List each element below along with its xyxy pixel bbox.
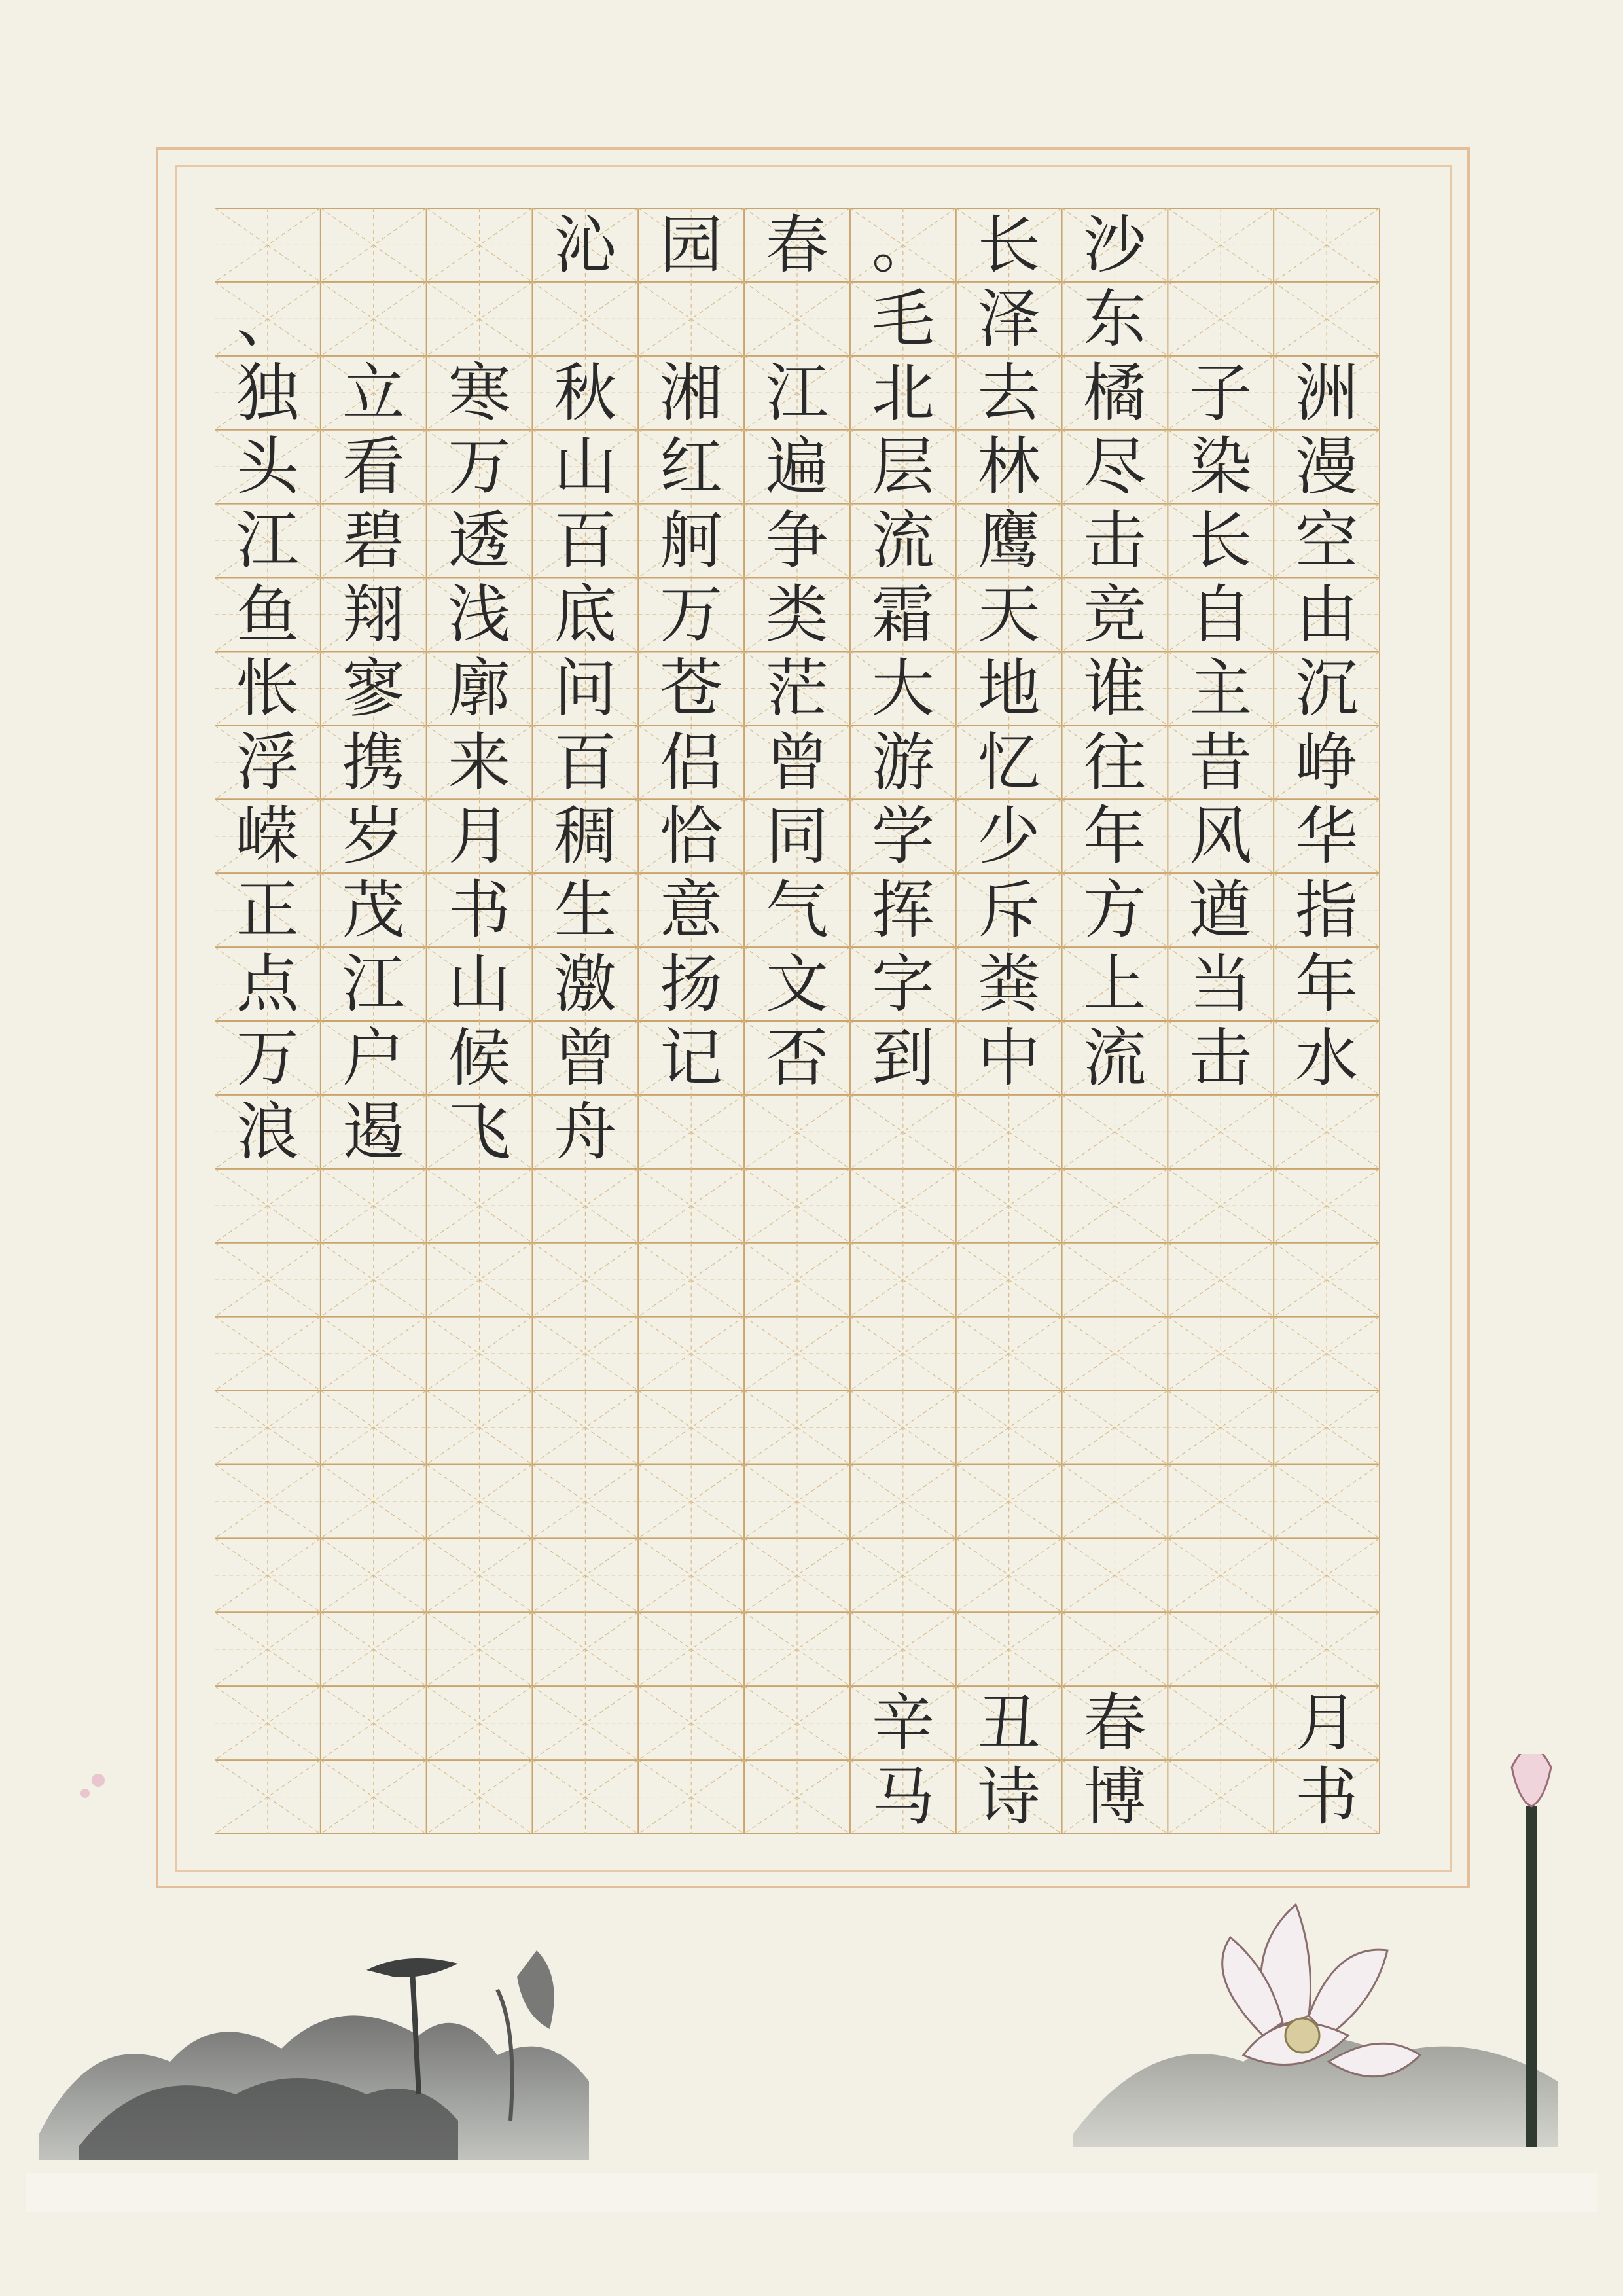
calligraphy-character: 流 — [871, 504, 935, 578]
calligraphy-character: 寒 — [448, 356, 511, 430]
calligraphy-character: 问 — [554, 651, 617, 725]
calligraphy-character: 园 — [660, 208, 723, 282]
calligraphy-character: 万 — [660, 578, 723, 651]
calligraphy-character: 昔 — [1189, 725, 1253, 799]
calligraphy-character: 意 — [660, 873, 723, 947]
calligraphy-character: 大 — [871, 651, 935, 725]
calligraphy-character: 击 — [1189, 1021, 1253, 1095]
calligraphy-character: 去 — [977, 356, 1041, 430]
calligraphy-character: 泽 — [977, 282, 1041, 356]
calligraphy-character: 浪 — [236, 1095, 299, 1169]
calligraphy-character: 廓 — [448, 651, 511, 725]
calligraphy-character: 月 — [448, 799, 511, 873]
calligraphy-character: 子 — [1189, 356, 1253, 430]
calligraphy-character: 争 — [766, 504, 829, 578]
calligraphy-character: 茂 — [342, 873, 405, 947]
calligraphy-character: 层 — [871, 430, 935, 504]
calligraphy-character: 方 — [1083, 873, 1147, 947]
calligraphy-character: 毛 — [871, 282, 935, 356]
calligraphy-character: 舟 — [554, 1095, 617, 1169]
ink-lotus-painting — [0, 1754, 1623, 2160]
calligraphy-character: 流 — [1083, 1021, 1147, 1095]
calligraphy-character: 谁 — [1083, 651, 1147, 725]
calligraphy-character: 到 — [871, 1021, 935, 1095]
calligraphy-character: 飞 — [448, 1095, 511, 1169]
calligraphy-character: 长 — [977, 208, 1041, 282]
calligraphy-character: 沉 — [1295, 651, 1359, 725]
calligraphy-character: 点 — [236, 947, 299, 1021]
calligraphy-character: 字 — [871, 947, 935, 1021]
calligraphy-character: 鱼 — [236, 578, 299, 651]
calligraphy-character: 橘 — [1083, 356, 1147, 430]
calligraphy-character: 透 — [448, 504, 511, 578]
calligraphy-character: 浅 — [448, 578, 511, 651]
calligraphy-character: 恰 — [660, 799, 723, 873]
calligraphy-character: 林 — [977, 430, 1041, 504]
calligraphy-character: 洲 — [1295, 356, 1359, 430]
calligraphy-character: 游 — [871, 725, 935, 799]
calligraphy-character: 江 — [766, 356, 829, 430]
calligraphy-character: 月 — [1295, 1686, 1359, 1760]
calligraphy-character: 书 — [1295, 1760, 1359, 1834]
calligraphy-character: 稠 — [554, 799, 617, 873]
calligraphy-character: 空 — [1295, 504, 1359, 578]
calligraphy-character: 红 — [660, 430, 723, 504]
calligraphy-character: 春 — [1083, 1686, 1147, 1760]
calligraphy-character: 百 — [554, 725, 617, 799]
calligraphy-character: 地 — [977, 651, 1041, 725]
calligraphy-character: 峥 — [1295, 725, 1359, 799]
calligraphy-character: 东 — [1083, 282, 1147, 356]
calligraphy-character: 嵘 — [236, 799, 299, 873]
calligraphy-character: 生 — [554, 873, 617, 947]
calligraphy-character: 、 — [236, 282, 299, 356]
calligraphy-character: 忆 — [977, 725, 1041, 799]
calligraphy-character: 诗 — [977, 1760, 1041, 1834]
calligraphy-character: 底 — [554, 578, 617, 651]
calligraphy-character: 天 — [977, 578, 1041, 651]
calligraphy-character: 学 — [871, 799, 935, 873]
calligraphy-grid — [215, 208, 1380, 1834]
calligraphy-character: 携 — [342, 725, 405, 799]
calligraphy-character: 曾 — [766, 725, 829, 799]
calligraphy-character: 辛 — [871, 1686, 935, 1760]
calligraphy-character: 山 — [554, 430, 617, 504]
calligraphy-character: 户 — [342, 1021, 405, 1095]
calligraphy-character: 翔 — [342, 578, 405, 651]
calligraphy-character: 来 — [448, 725, 511, 799]
calligraphy-character: 粪 — [977, 947, 1041, 1021]
calligraphy-character: 寥 — [342, 651, 405, 725]
calligraphy-character: 少 — [977, 799, 1041, 873]
calligraphy-character: 当 — [1189, 947, 1253, 1021]
calligraphy-character: 年 — [1295, 947, 1359, 1021]
calligraphy-character: 由 — [1295, 578, 1359, 651]
calligraphy-character: 遍 — [766, 430, 829, 504]
bottom-margin — [26, 2173, 1597, 2212]
calligraphy-character: 上 — [1083, 947, 1147, 1021]
calligraphy-character: 万 — [448, 430, 511, 504]
calligraphy-character: 华 — [1295, 799, 1359, 873]
calligraphy-character: 马 — [871, 1760, 935, 1834]
calligraphy-character: 。 — [871, 208, 935, 282]
calligraphy-character: 正 — [236, 873, 299, 947]
calligraphy-character: 激 — [554, 947, 617, 1021]
calligraphy-character: 茫 — [766, 651, 829, 725]
calligraphy-character: 秋 — [554, 356, 617, 430]
calligraphy-character: 遏 — [342, 1095, 405, 1169]
calligraphy-character: 春 — [766, 208, 829, 282]
calligraphy-character: 江 — [342, 947, 405, 1021]
calligraphy-character: 立 — [342, 356, 405, 430]
calligraphy-character: 头 — [236, 430, 299, 504]
calligraphy-character: 类 — [766, 578, 829, 651]
calligraphy-character: 挥 — [871, 873, 935, 947]
calligraphy-character: 斥 — [977, 873, 1041, 947]
calligraphy-character: 丑 — [977, 1686, 1041, 1760]
calligraphy-character: 染 — [1189, 430, 1253, 504]
calligraphy-character: 风 — [1189, 799, 1253, 873]
calligraphy-character: 候 — [448, 1021, 511, 1095]
calligraphy-character: 浮 — [236, 725, 299, 799]
calligraphy-character: 漫 — [1295, 430, 1359, 504]
calligraphy-character: 年 — [1083, 799, 1147, 873]
calligraphy-character: 竞 — [1083, 578, 1147, 651]
calligraphy-character: 曾 — [554, 1021, 617, 1095]
calligraphy-character: 水 — [1295, 1021, 1359, 1095]
calligraphy-character: 侣 — [660, 725, 723, 799]
calligraphy-character: 鹰 — [977, 504, 1041, 578]
calligraphy-character: 怅 — [236, 651, 299, 725]
calligraphy-character: 击 — [1083, 504, 1147, 578]
calligraphy-character: 湘 — [660, 356, 723, 430]
calligraphy-character: 碧 — [342, 504, 405, 578]
calligraphy-character: 百 — [554, 504, 617, 578]
calligraphy-character: 指 — [1295, 873, 1359, 947]
calligraphy-character: 自 — [1189, 578, 1253, 651]
calligraphy-character: 苍 — [660, 651, 723, 725]
calligraphy-character: 江 — [236, 504, 299, 578]
calligraphy-character: 万 — [236, 1021, 299, 1095]
calligraphy-character: 岁 — [342, 799, 405, 873]
calligraphy-character: 长 — [1189, 504, 1253, 578]
calligraphy-character: 气 — [766, 873, 829, 947]
calligraphy-character: 扬 — [660, 947, 723, 1021]
calligraphy-character: 遒 — [1189, 873, 1253, 947]
calligraphy-character: 霜 — [871, 578, 935, 651]
calligraphy-character: 书 — [448, 873, 511, 947]
calligraphy-character: 同 — [766, 799, 829, 873]
calligraphy-character: 沙 — [1083, 208, 1147, 282]
calligraphy-character: 文 — [766, 947, 829, 1021]
calligraphy-character: 看 — [342, 430, 405, 504]
calligraphy-character: 山 — [448, 947, 511, 1021]
calligraphy-character: 尽 — [1083, 430, 1147, 504]
calligraphy-character: 北 — [871, 356, 935, 430]
calligraphy-character: 否 — [766, 1021, 829, 1095]
calligraphy-character: 博 — [1083, 1760, 1147, 1834]
calligraphy-character: 记 — [660, 1021, 723, 1095]
calligraphy-character: 主 — [1189, 651, 1253, 725]
calligraphy-character: 沁 — [554, 208, 617, 282]
calligraphy-character: 往 — [1083, 725, 1147, 799]
calligraphy-character: 独 — [236, 356, 299, 430]
calligraphy-character: 中 — [977, 1021, 1041, 1095]
calligraphy-character: 舸 — [660, 504, 723, 578]
